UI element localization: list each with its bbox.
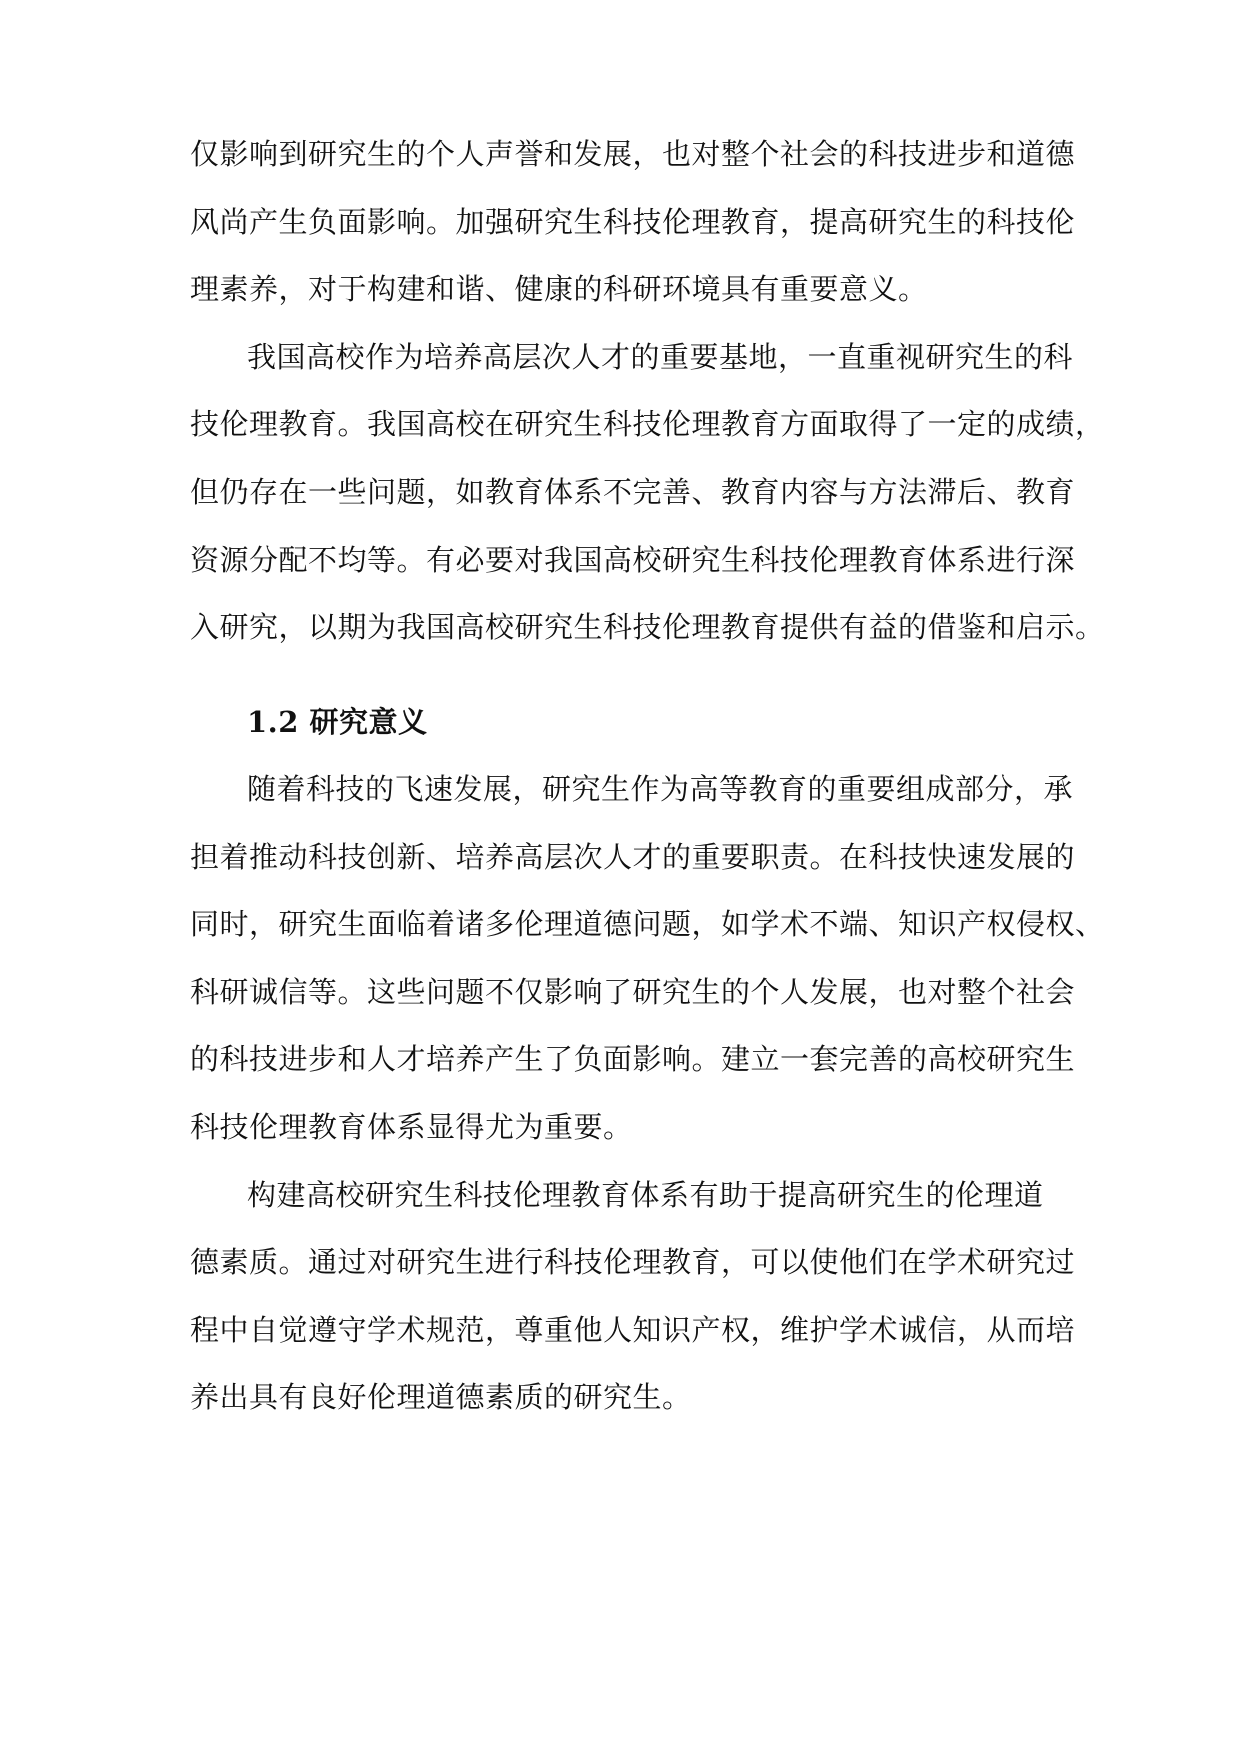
paragraph-3-line-6: 科技伦理教育体系显得尤为重要。 [190,1110,633,1144]
paragraph-2-line-5: 入研究，以期为我国高校研究生科技伦理教育提供有益的借鉴和启示。 [190,610,1105,644]
paragraph-2-line-3: 但仍存在一些问题，如教育体系不完善、教育内容与方法滞后、教育 [190,475,1076,509]
paragraph-2-line-1: 我国高校作为培养高层次人才的重要基地，一直重视研究生的科 [247,340,1074,374]
paragraph-1-line-1: 仅影响到研究生的个人声誉和发展，也对整个社会的科技进步和道德 [190,137,1076,171]
paragraph-3-line-5: 的科技进步和人才培养产生了负面影响。建立一套完善的高校研究生 [190,1042,1076,1076]
section-heading: 1.2 研究意义 [247,705,428,739]
paragraph-1-line-2: 风尚产生负面影响。加强研究生科技伦理教育，提高研究生的科技伦 [190,205,1076,239]
paragraph-4-line-1: 构建高校研究生科技伦理教育体系有助于提高研究生的伦理道 [247,1178,1044,1212]
paragraph-3-line-3: 同时，研究生面临着诸多伦理道德问题，如学术不端、知识产权侵权、 [190,907,1105,941]
paragraph-1-line-3: 理素养，对于构建和谐、健康的科研环境具有重要意义。 [190,272,928,306]
paragraph-3-line-4: 科研诚信等。这些问题不仅影响了研究生的个人发展，也对整个社会 [190,975,1076,1009]
paragraph-2-line-2: 技伦理教育。我国高校在研究生科技伦理教育方面取得了一定的成绩， [190,407,1105,441]
paragraph-4-line-2: 德素质。通过对研究生进行科技伦理教育，可以使他们在学术研究过 [190,1245,1076,1279]
paragraph-4-line-4: 养出具有良好伦理道德素质的研究生。 [190,1380,692,1414]
paragraph-2-line-4: 资源分配不均等。有必要对我国高校研究生科技伦理教育体系进行深 [190,543,1076,577]
paragraph-3-line-2: 担着推动科技创新、培养高层次人才的重要职责。在科技快速发展的 [190,840,1076,874]
paragraph-4-line-3: 程中自觉遵守学术规范，尊重他人知识产权，维护学术诚信，从而培 [190,1313,1076,1347]
paragraph-3-line-1: 随着科技的飞速发展，研究生作为高等教育的重要组成部分，承 [247,772,1074,806]
